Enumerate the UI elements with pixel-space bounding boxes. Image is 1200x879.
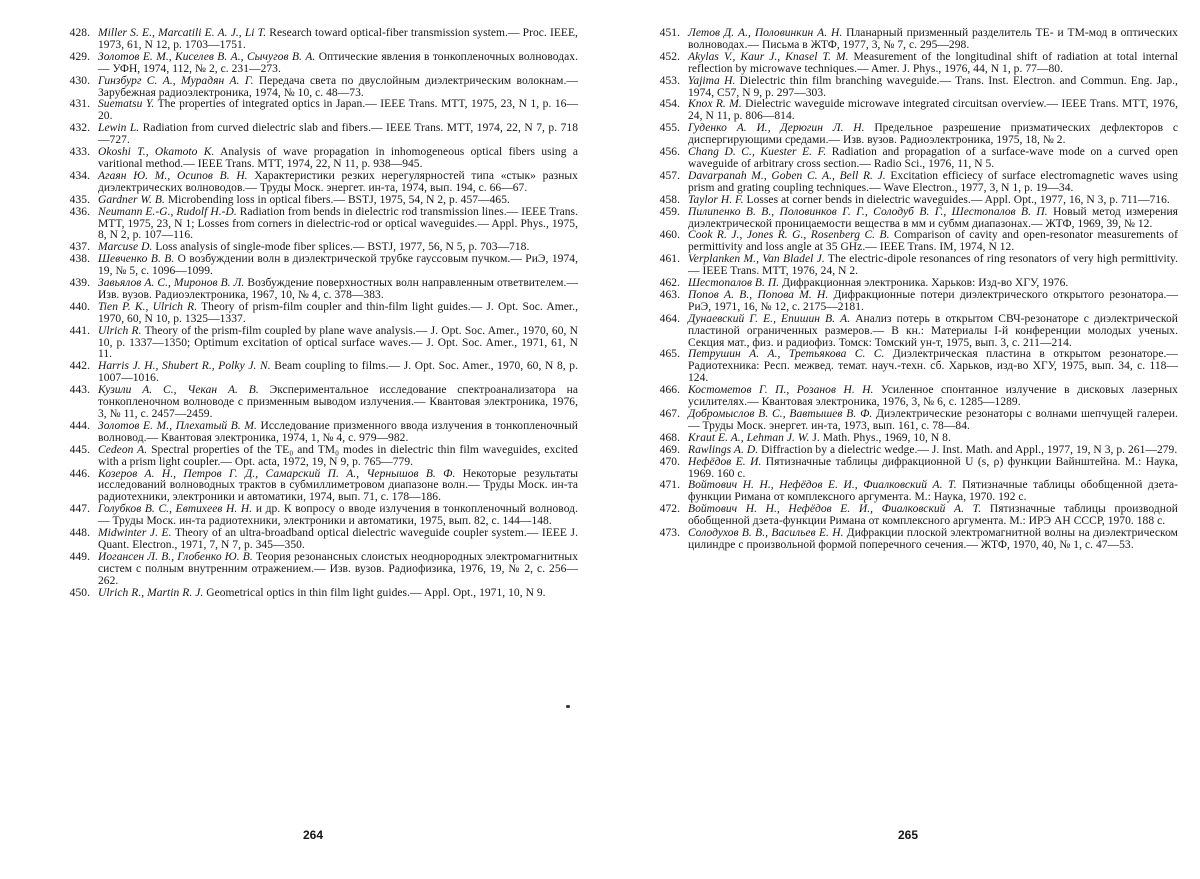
reference-entry [638, 28, 1178, 52]
reference-authors: Козеров А. Н., Петров Г. Д., Самарский П. А., Чернышов В. Ф. [98, 467, 456, 480]
reference-text: Excitation efficiecy of surface electromagnetic waves using prism and grating coupling techniques.— Wave Electron., 1977, 3, N 1, p. 19—34. [688, 169, 1178, 194]
reference-number: 469. [659, 443, 680, 456]
reference-authors: Костометов Г. П., Розанов Н. Н. [688, 384, 874, 397]
reference-text: Некоторые результаты исследований волноводных трактов в субмиллиметровом диапазоне волн.— Труды Моск. ин-та радиотехники, электроники и автоматики, 1974, вып. 71, с. 178—186. [98, 467, 578, 504]
reference-entry [48, 278, 578, 302]
reference-number: 473. [659, 527, 680, 540]
reference-entry [48, 361, 578, 385]
reference-entry [638, 480, 1178, 504]
reference-entry [638, 409, 1178, 433]
reference-text: J. Math. Phys., 1969, 10, N 8. [812, 431, 951, 444]
reference-number: 461. [659, 253, 680, 266]
reference-number: 434. [69, 169, 90, 182]
reference-text: Дифракции плоской электромагнитной волны на диэлектрическом цилиндре с произвольной формой поперечного сечения.— ЖТФ, 1970, 40, № 1, с. 47—53. [688, 527, 1178, 551]
reference-authors: Золотов Е. М., Плехатый В. М. [98, 419, 257, 432]
reference-entry [638, 254, 1178, 278]
reference-authors: Кузили А. С., Чекан А. В. [98, 384, 259, 397]
reference-text: Исследование призменного ввода излучения в тонкопленочный волновод.— Квантовая электроника, 1974, 1, № 4, с. 979—982. [98, 419, 578, 444]
reference-text: The properties of integrated optics in Japan.— IEEE Trans. MTT, 1975, 23, N 1, p. 16—20. [98, 98, 579, 123]
reference-authors: Miller S. E., Marcatili E. A. J., Li T. [98, 27, 267, 39]
reference-number: 460. [659, 229, 680, 242]
reference-authors: Okoshi T., Okamoto K. [98, 146, 215, 159]
reference-text: Новый метод измерения диэлектрической проницаемости вещества в мм и субмм диапазонах.— ЖТФ, 1969, 39, № 12. [688, 205, 1178, 230]
reference-text: Analysis of wave propagation in inhomogeneous optical fibers using a varitional method.— IEEE Trans. MTT, 1974, 22, N 11, p. 938—945. [98, 146, 578, 170]
reference-authors: Marcuse D. [98, 241, 153, 254]
page-number: 264 [302, 828, 324, 842]
reference-text: Theory of the prism-film coupled by plane wave analysis.— J. Opt. Soc. Amer., 1970, 60, N 10, p. 1337—1350; Optimum excitation of optical surface waves.— J. Opt. Soc. Amer., 1971, 61, N 11. [98, 324, 579, 361]
reference-authors: Дунаевский Г. Е., Епишин В. А. [688, 312, 851, 325]
reference-entry [48, 28, 578, 52]
reference-number: 458. [659, 193, 680, 206]
reference-authors: Cedeon A. [98, 443, 148, 456]
right-page [638, 28, 1178, 878]
reference-authors: Rawlings A. D. [688, 443, 759, 456]
reference-authors: Гуденко А. И., Дерюгин Л. Н. [688, 122, 865, 135]
reference-number: 456. [659, 146, 680, 159]
reference-number: 436. [69, 205, 90, 218]
reference-text: Radiation from bends in dielectric rod transmission lines.— IEEE Trans. MTT, 1975, 23, N 1; Losses from corners in dielectric-rod or optical waveguides.— Appl. Phys., 1975, 8, N 2, p. 107—116. [98, 205, 578, 242]
reference-entry [638, 528, 1178, 552]
reference-number: 442. [69, 360, 90, 373]
reference-entry [48, 171, 578, 195]
reference-entry [638, 290, 1178, 314]
reference-number: 430. [69, 74, 90, 87]
reference-authors: Гинзбург С. А., Мурадян А. Г. [98, 74, 254, 87]
reference-authors: Войтович Н. Н., Нефёдов Е. И., Фиалковский А. Т. [688, 503, 982, 516]
reference-entry [638, 457, 1178, 481]
reference-authors: Suematsu Y. [98, 98, 155, 111]
reference-entry [638, 99, 1178, 123]
reference-text: Дифракционная электроника. Харьков: Изд-во ХГУ, 1976. [782, 277, 1069, 290]
reference-number: 472. [659, 503, 680, 516]
reference-authors: Midwinter J. E. [98, 527, 172, 540]
reference-entry [638, 76, 1178, 100]
left-page [48, 28, 578, 878]
reference-entry [638, 147, 1178, 171]
reference-number: 463. [659, 288, 680, 301]
reference-authors: Cook R. J., Jones R. G., Rosenberg C. B. [688, 229, 890, 242]
reference-entry [638, 230, 1178, 254]
reference-entry [48, 385, 578, 421]
reference-number: 457. [659, 169, 680, 182]
reference-entry [48, 207, 578, 243]
reference-number: 440. [69, 300, 90, 313]
reference-authors: Tien P. K., Ulrich R. [98, 300, 198, 313]
reference-text: Пятизначные таблицы обобщенной дзета-функции Римана от комплексного аргумента. М.: Наука, 1970. 192 с. [688, 479, 1178, 504]
reference-text: Передача света по двуслойным диэлектрическим волокнам.— Зарубежная радиоэлектроника, 1974, № 10, с. 48—73. [98, 74, 578, 99]
reference-text: Theory of prism-film coupler and thin-film light guides.— J. Opt. Soc. Amer., 1970, 60, N 10, p. 1325—1337. [98, 300, 578, 325]
reference-entry [48, 421, 578, 445]
reference-number: 459. [659, 205, 680, 218]
reference-number: 428. [69, 27, 90, 39]
reference-number: 464. [659, 312, 680, 325]
reference-authors: Пилипенко В. В., Половинков Г. Г., Солодуб В. Г., Шестопалов В. П. [688, 205, 1048, 218]
reference-authors: Akylas V., Kaur J., Knasel T. M. [688, 50, 849, 63]
reference-number: 449. [69, 550, 90, 563]
reference-text: Возбуждение поверхностных волн направленным ответвителем.— Изв. вузов. Радиоэлектроника, 1967, 10, № 4, с. 378—383. [98, 277, 578, 301]
reference-number: 450. [69, 586, 90, 599]
reference-number: 451. [659, 27, 680, 39]
reference-authors: Шестопалов В. П. [688, 277, 780, 290]
reference-text: Spectral properties of the TE₀ and TM₀ modes in dielectric thin film waveguides, excited with a prism light coupler.— Opt. acta, 1972, 19, N 9, p. 765—779. [98, 443, 578, 468]
reference-number: 455. [659, 122, 680, 135]
reference-entry [48, 99, 578, 123]
reference-text: Дифракционные потери диэлектрического открытого резонатора.— РиЭ, 1971, 16, № 12, с. 2175—2181. [688, 288, 1178, 313]
page-number: 265 [897, 828, 919, 842]
reference-text: и др. К вопросу о вводе излучения в тонкопленочный волновод.— Труды Моск. ин-та радиотехники, электроники и автоматики, 1975, вып. 82, с. 144—148. [98, 503, 578, 528]
reference-entry [48, 528, 578, 552]
reference-number: 446. [69, 467, 90, 480]
reference-entry [48, 552, 578, 588]
reference-authors: Золотов Е. М., Киселев В. А., Сычугов В. А. [98, 50, 316, 63]
reference-text: Пятизначные таблицы дифракционной U (s, ρ) функции Вайнштейна. М.: Наука, 1969. 160 с. [688, 455, 1178, 480]
reference-text: Comparison of cavity and open-resonator measurements of permittivity and loss angle at 35 GHz.— IEEE Trans. IM, 1974, N 12. [688, 229, 1178, 254]
reference-text: Radiation from curved dielectric slab and fibers.— IEEE Trans. MTT, 1974, 22, N 7, p. 718—727. [98, 122, 578, 147]
reference-entry [48, 52, 578, 76]
reference-text: Losses at corner bends in dielectric waveguides.— Appl. Opt., 1977, 16, N 3, p. 711—716. [746, 193, 1170, 206]
reference-text: Research toward optical-fiber transmission system.— Proc. IEEE, 1973, 61, N 12, p. 1703—1751. [98, 27, 578, 51]
reference-entry [48, 588, 578, 600]
reference-text: Theory of an ultra-broadband optical dielectric waveguide coupler system.— IEEE J. Quant. Electron., 1971, 7, N 7, p. 345—350. [98, 527, 579, 551]
bibliography-list [638, 28, 1178, 552]
reference-authors: Taylor H. F. [688, 193, 744, 206]
reference-text: Анализ потерь в открытом СВЧ-резонаторе с диэлектрической пластиной ограниченных размеров.— В кн.: Материалы I-й конференции молодых ученых. Секция мат., физ. и радиофиз. Томск: Томский ун-т, 1975, вып. 3, с. 211—214. [688, 312, 1178, 349]
reference-entry [638, 385, 1178, 409]
reference-text: О возбуждении волн в диэлектрической трубке гауссовым пучком.— РиЭ, 1974, 19, № 5, с. 1096—1099. [98, 253, 578, 278]
reference-number: 465. [659, 348, 680, 361]
reference-entry [638, 207, 1178, 231]
reference-number: 439. [69, 277, 90, 290]
reference-authors: Harris J. H., Shubert R., Polky J. N. [98, 360, 271, 373]
reference-authors: Солодухов В. В., Васильев Е. Н. [688, 527, 844, 540]
reference-number: 435. [69, 193, 90, 206]
reference-number: 438. [69, 253, 90, 266]
reference-number: 468. [659, 431, 680, 444]
reference-text: Планарный призменный разделитель TE- и TM-мод в оптических волноводах.— Письма в ЖТФ, 1977, 3, № 7, с. 295—298. [688, 27, 1178, 51]
reference-authors: Летов Д. А., Половинкин А. Н. [688, 27, 843, 39]
reference-text: Microbending loss in optical fibers.— BSTJ, 1975, 54, N 2, p. 457—465. [167, 193, 510, 206]
reference-entry [638, 123, 1178, 147]
reference-entry [48, 326, 578, 362]
reference-authors: Ulrich R. [98, 324, 142, 337]
reference-number: 454. [659, 98, 680, 111]
reference-number: 470. [659, 455, 680, 468]
reference-number: 448. [69, 527, 90, 540]
reference-text: Теория резонансных слоистых неоднородных электромагнитных систем с полным внутренним отражением.— Изв. вузов. Радиофизика, 1976, 19, № 2, с. 256—262. [98, 550, 578, 587]
reference-authors: Добромыслов В. С., Вавтышев В. Ф. [688, 408, 873, 420]
reference-authors: Войтович Н. Н., Нефёдов Е. И., Фиалковский А. Т. [688, 479, 957, 492]
reference-entry [48, 504, 578, 528]
reference-text: Диэлектрические резонаторы с волнами шепчущей галереи.— Труды Моск. энергет. ин-та, 1973, вып. 161, с. 78—84. [688, 408, 1178, 432]
reference-entry [48, 302, 578, 326]
reference-text: Диэлектрическая пластина в открытом резонаторе.— Радиотехника: Респ. межвед. темат. науч.-техн. сб. Харьков, изд-во ХГУ, 1975, вып. 34, с. 118—124. [688, 348, 1178, 385]
reference-authors: Попов А. В., Попова М. Н. [688, 288, 829, 301]
reference-authors: Нефёдов Е. И. [688, 455, 762, 468]
reference-entry [638, 349, 1178, 385]
reference-entry [48, 123, 578, 147]
reference-number: 453. [659, 74, 680, 87]
reference-number: 466. [659, 384, 680, 397]
reference-authors: Yajima H. [688, 74, 736, 87]
reference-number: 452. [659, 50, 680, 63]
reference-entry [48, 469, 578, 505]
reference-number: 444. [69, 419, 90, 432]
reference-number: 443. [69, 384, 90, 397]
reference-entry [638, 314, 1178, 350]
reference-text: Radiation and propagation of a surface-wave mode on a curved open waveguide of arbitrary cross section.— Radio Sci., 1976, 11, N 5. [688, 146, 1178, 170]
reference-authors: Иогансен Л. В., Глобенко Ю. В. [98, 550, 253, 563]
reference-text: The electric-dipole resonances of ring resonators of very high permittivity.— IEEE Trans. MTT, 1976, 24, N 2. [688, 253, 1179, 278]
reference-authors: Агаян Ю. М., Осипов В. Н. [98, 169, 248, 182]
reference-authors: Kraut E. A., Lehman J. W. [688, 431, 810, 444]
reference-text: Loss analysis of single-mode fiber splices.— BSTJ, 1977, 56, N 5, p. 703—718. [155, 241, 530, 254]
reference-authors: Chang D. C., Kuester E. F. [688, 146, 827, 159]
reference-authors: Gardner W. B. [98, 193, 165, 206]
reference-number: 447. [69, 503, 90, 516]
bibliography-list [48, 28, 578, 600]
reference-text: Geometrical optics in thin film light guides.— Appl. Opt., 1971, 10, N 9. [206, 586, 546, 599]
reference-entry [48, 445, 578, 469]
reference-text: Предельное разрешение призматических дефлекторов с диспергирующими средами.— Изв. вузов. Радиоэлектроника, 1975, 18, № 2. [688, 122, 1178, 147]
reference-authors: Neumann E.-G., Rudolf H.-D. [98, 205, 237, 218]
reference-number: 471. [659, 479, 680, 492]
reference-authors: Петрушин А. А., Третьякова С. С. [688, 348, 885, 361]
reference-text: Оптические явления в тонкопленочных волноводах.— УФН, 1974, 112, № 2, с. 231—273. [98, 50, 578, 75]
reference-text: Характеристики резких нерегулярностей типа «стык» разных диэлектрических волноводов.— Труды Моск. энергет. ин-та, 1974, вып. 194, с. 66—67. [98, 169, 578, 194]
reference-entry [48, 76, 578, 100]
reference-number: 441. [69, 324, 90, 337]
reference-text: Beam coupling to films.— J. Opt. Soc. Amer., 1970, 60, N 8, p. 1007—1016. [98, 360, 579, 385]
reference-authors: Knox R. M. [688, 98, 742, 111]
reference-entry [48, 147, 578, 171]
reference-text: Экспериментальное исследование спектроанализатора на тонкопленочном волноводе с призменным выводом излучения.— Квантовая электроника, 1976, 3, № 11, с. 2457—2459. [98, 384, 578, 420]
reference-text: Усиленное спонтанное излучение в дисковых лазерных усилителях.— Квантовая электроника, 1976, 3, № 6, с. 1285—1289. [688, 384, 1178, 409]
reference-number: 431. [69, 98, 90, 111]
reference-text: Measurement of the longitudinal shift of radiation at total internal reflection by microwave techniques.— Amer. J. Phys., 1976, 44, N 1, p. 77—80. [688, 50, 1178, 75]
reference-number: 437. [69, 241, 90, 254]
reference-number: 429. [69, 50, 90, 63]
reference-entry [638, 52, 1178, 76]
reference-authors: Ulrich R., Martin R. J. [98, 586, 204, 599]
reference-text: Dielectric waveguide microwave integrated circuitsan overview.— IEEE Trans. MTT, 1976, 24, N 11, p. 806—814. [688, 98, 1178, 123]
reference-number: 445. [69, 443, 90, 456]
reference-text: Dielectric thin film branching waveguide.— Trans. Inst. Electron. and Commun. Eng. Jap., 1974, C57, N 9, p. 297—303. [688, 74, 1178, 99]
reference-text: Пятизначные таблицы производной обобщенной дзета-функции Римана от комплексного аргумента. М.: ИРЭ АН СССР, 1970. 188 с. [688, 503, 1178, 528]
reference-authors: Verplanken M., Van Bladel J. [688, 253, 825, 266]
reference-number: 433. [69, 146, 90, 159]
reference-authors: Голубков В. С., Евтихеев Н. Н. [98, 503, 253, 516]
reference-entry [638, 504, 1178, 528]
reference-authors: Завьялов А. С., Миронов В. Л. [98, 277, 245, 290]
reference-authors: Davarpanah M., Goben C. A., Bell R. J. [688, 169, 886, 182]
reference-text: Diffraction by a dielectric wedge.— J. Inst. Math. and Appl., 1977, 19, N 3, p. 261—279. [761, 443, 1178, 456]
reference-number: 462. [659, 277, 680, 290]
reference-entry [638, 171, 1178, 195]
reference-entry [48, 254, 578, 278]
reference-authors: Шевченко В. В. [98, 253, 175, 266]
reference-authors: Lewin L. [98, 122, 140, 135]
gutter-mark [566, 705, 570, 708]
reference-number: 467. [659, 408, 680, 420]
reference-number: 432. [69, 122, 90, 135]
